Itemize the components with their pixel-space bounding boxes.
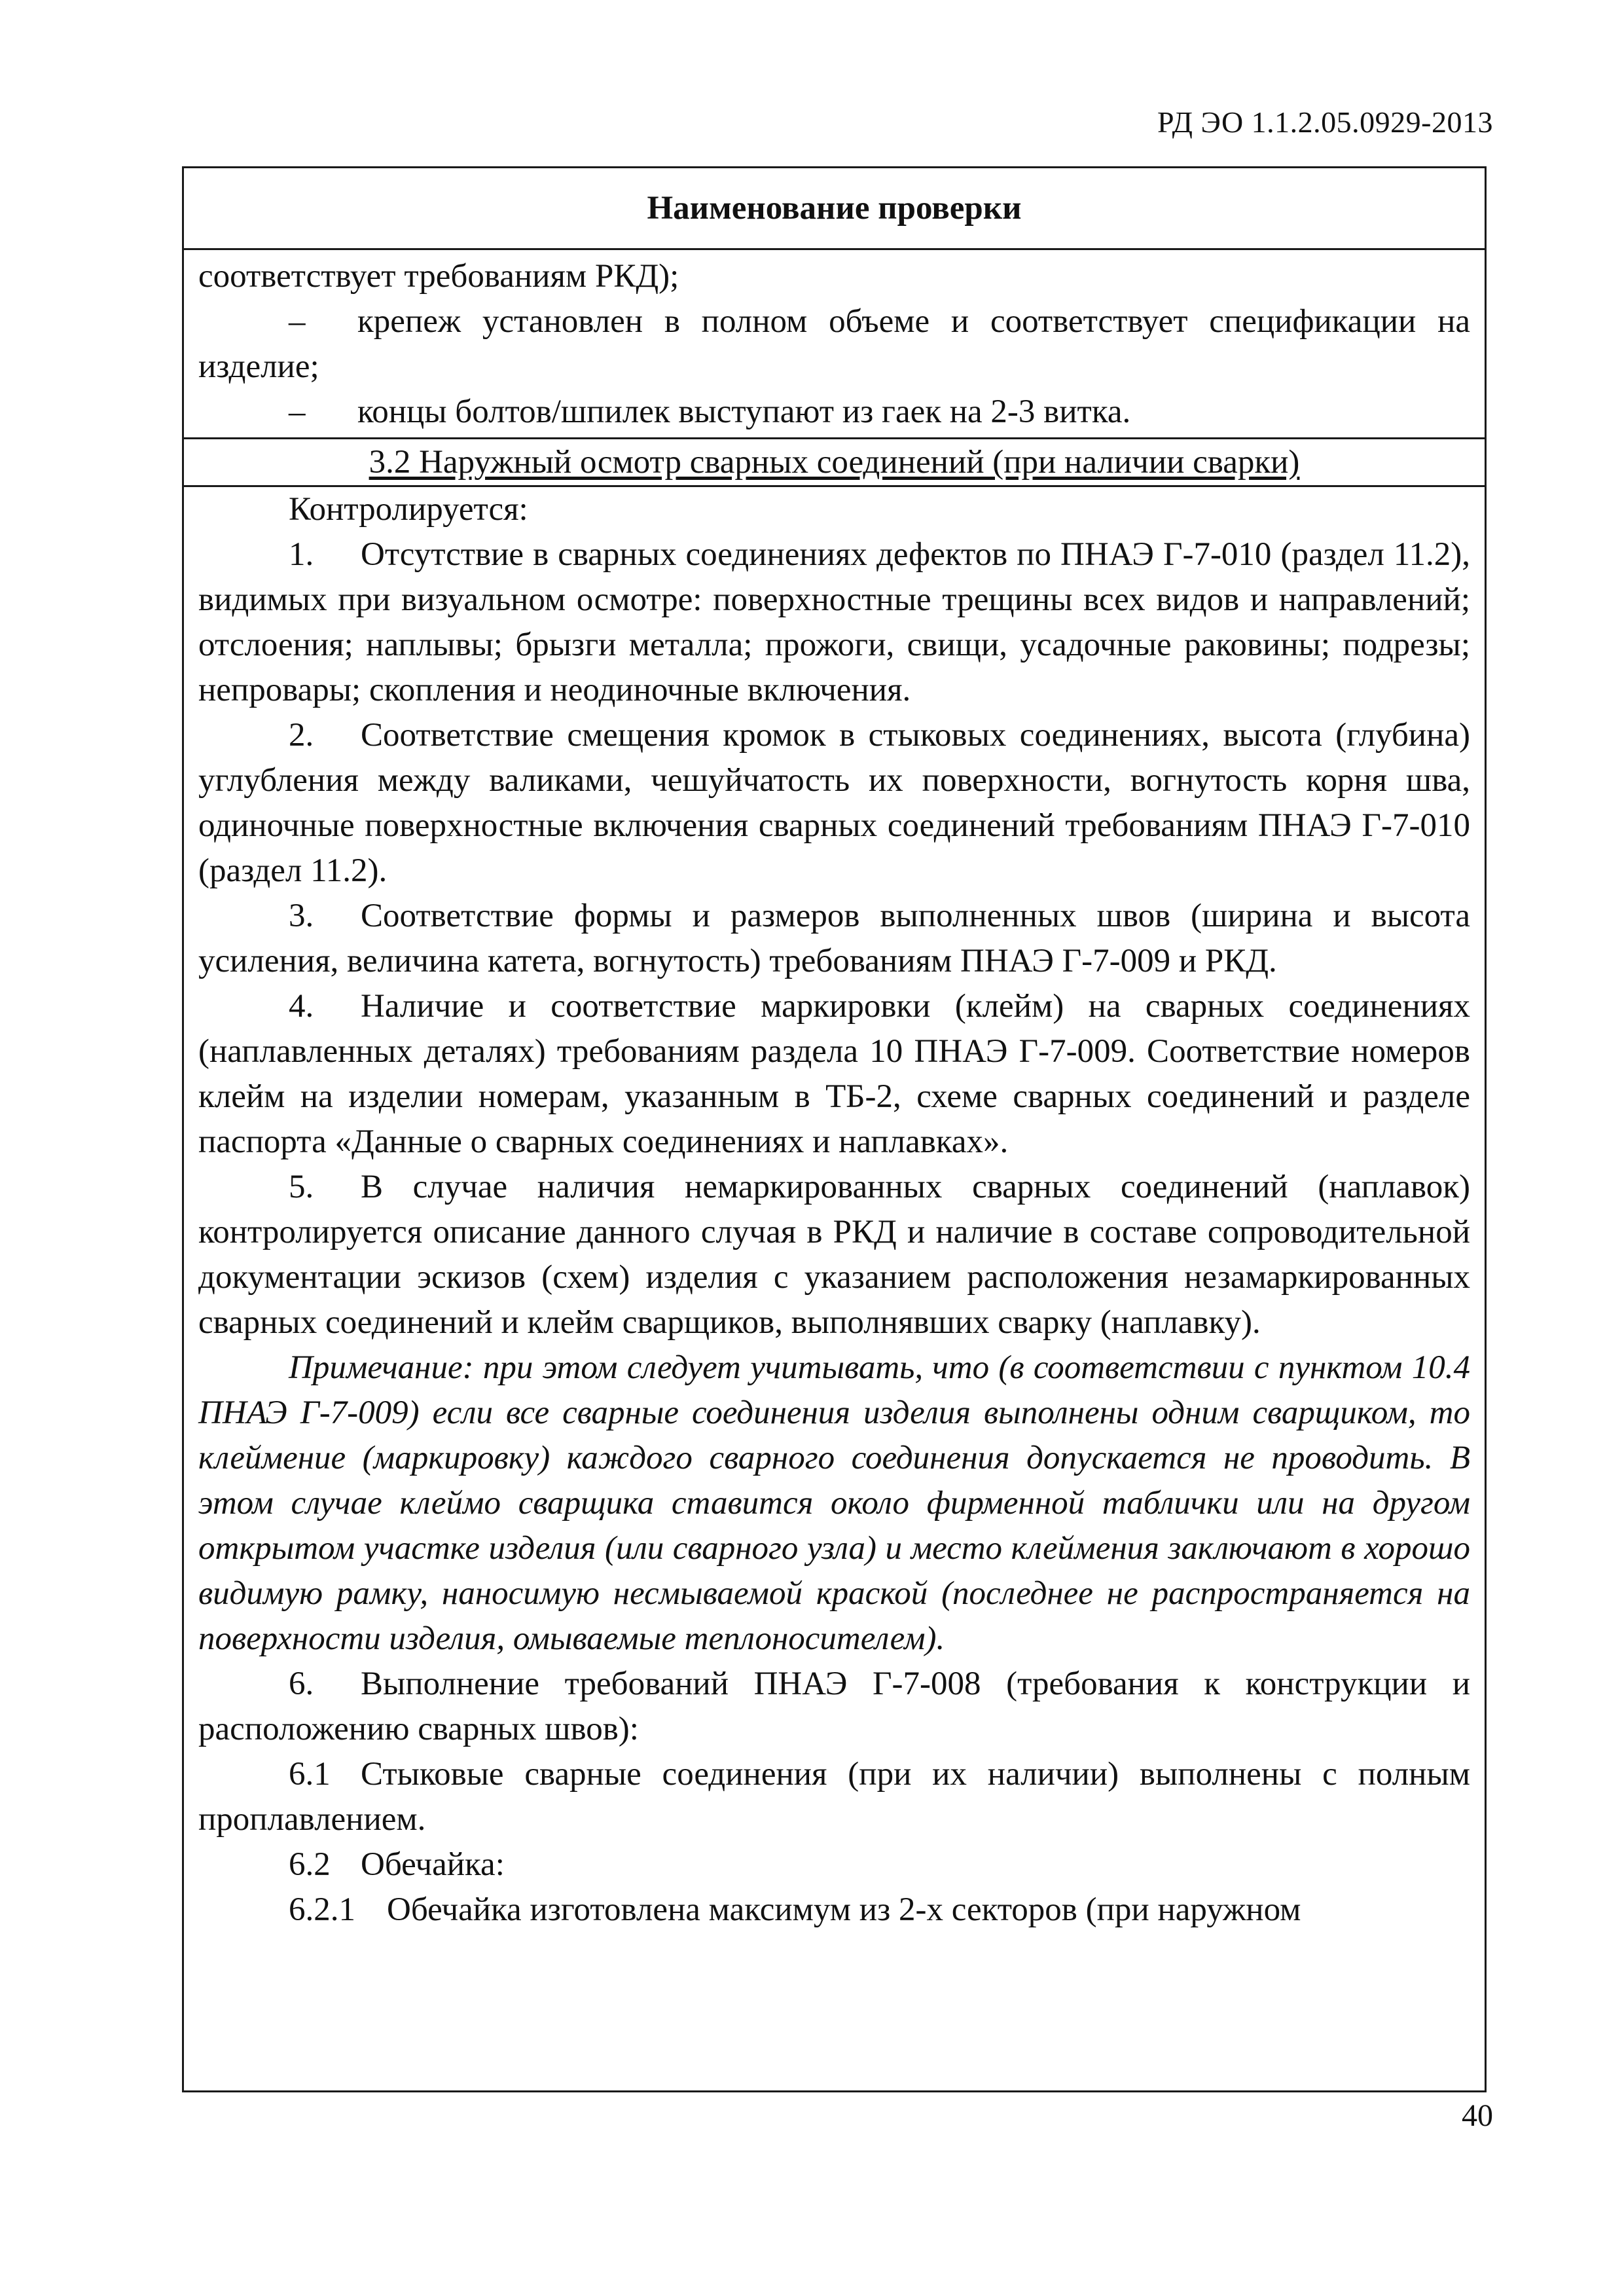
list-dash: – <box>289 393 306 430</box>
page-number: 40 <box>1462 2098 1493 2133</box>
continuation-cell <box>184 250 1485 435</box>
check-item-3: 3. Соответствие формы и размеров выполненных швов (ширина и высота усиления, величина катета, вогнутость) требованиям ПНАЭ Г-7-009 и РКД. <box>198 898 1470 979</box>
document-code: РД ЭО 1.1.2.05.0929-2013 <box>1157 105 1493 139</box>
check-item-4: 4. Наличие и соответствие маркировки (клейм) на сварных соединениях (наплавленных деталях) требованиям раздела 10 ПНАЭ Г-7-009. Соответствие номеров клейм на изделии номерам, указанным в ТБ-2, схеме сварных соединений и разделе паспорта «Данные о сварных соединениях и наплавках». <box>198 988 1470 1160</box>
check-item-6: 6. Выполнение требований ПНАЭ Г-7-008 (требования к конструкции и расположению сварных швов): <box>198 1666 1470 1747</box>
controlled-label: Контролируется: <box>289 491 528 528</box>
note-paragraph: Примечание: при этом следует учитывать, что (в соответствии с пунктом 10.4 ПНАЭ Г-7-009) если все сварные соединения изделия выполнены одним сварщиком, то клеймение (маркировку) каждого сварного соединения допускается не проводить. В этом случае клеймо сварщика ставится около фирменной таблички или на другом открытом участке изделия (или сварного узла) и место клеймения заключают в хорошо видимую рамку, наносимую несмываемой краской (последнее не распространяется на поверхности изделия, омываемые теплоносителем). <box>198 1349 1470 1657</box>
check-item-2: 2. Соответствие смещения кромок в стыковых соединениях, высота (глубина) углубления между валиками, чешуйчатость их поверхности, вогнутость корня шва, одиночные поверхностные включения сварных соединений требованиям ПНАЭ Г-7-010 (раздел 11.2). <box>198 717 1470 889</box>
continuation-line: соответствует требованиям РКД); <box>198 258 679 295</box>
section-title: 3.2 Наружный осмотр сварных соединений (при наличии сварки) <box>369 444 1300 481</box>
fastener-item <box>198 299 1470 390</box>
check-item-1: 1. Отсутствие в сварных соединениях дефектов по ПНАЭ Г-7-010 (раздел 11.2), видимых при визуальном осмотре: поверхностные трещины всех видов и направлений; отслоения; наплывы; брызги металла; прожоги, свищи, усадочные раковины; подрезы; непровары; скопления и неодиночные включения. <box>198 536 1470 708</box>
checks-table <box>182 166 1487 2092</box>
check-item-5: 5. В случае наличия немаркированных сварных соединений (наплавок) контролируется описание данного случая в РКД и наличие в составе сопроводительной документации эскизов (схем) изделия с указанием расположения незамаркированных сварных соединений и клейм сварщиков, выполнявших сварку (наплавку). <box>198 1169 1470 1341</box>
weld-inspection-cell <box>184 487 1485 1933</box>
bolt-item <box>198 390 1470 435</box>
check-item-6-1: 6.1 Стыковые сварные соединения (при их наличии) выполнены с полным проплавлением. <box>198 1756 1470 1838</box>
check-item-6-2: 6.2 Обечайка: <box>289 1846 505 1883</box>
bolt-item-text: концы болтов/шпилек выступают из гаек на 2-3 витка. <box>357 393 1131 430</box>
section-title-row <box>184 437 1485 487</box>
fastener-item-text: крепеж установлен в полном объеме и соответствует спецификации на изделие; <box>198 303 1470 385</box>
list-dash: – <box>289 303 306 340</box>
table-column-header: Наименование проверки <box>184 168 1485 250</box>
check-item-6-2-1: 6.2.1 Обечайка изготовлена максимум из 2-х секторов (при наружном <box>289 1891 1301 1928</box>
